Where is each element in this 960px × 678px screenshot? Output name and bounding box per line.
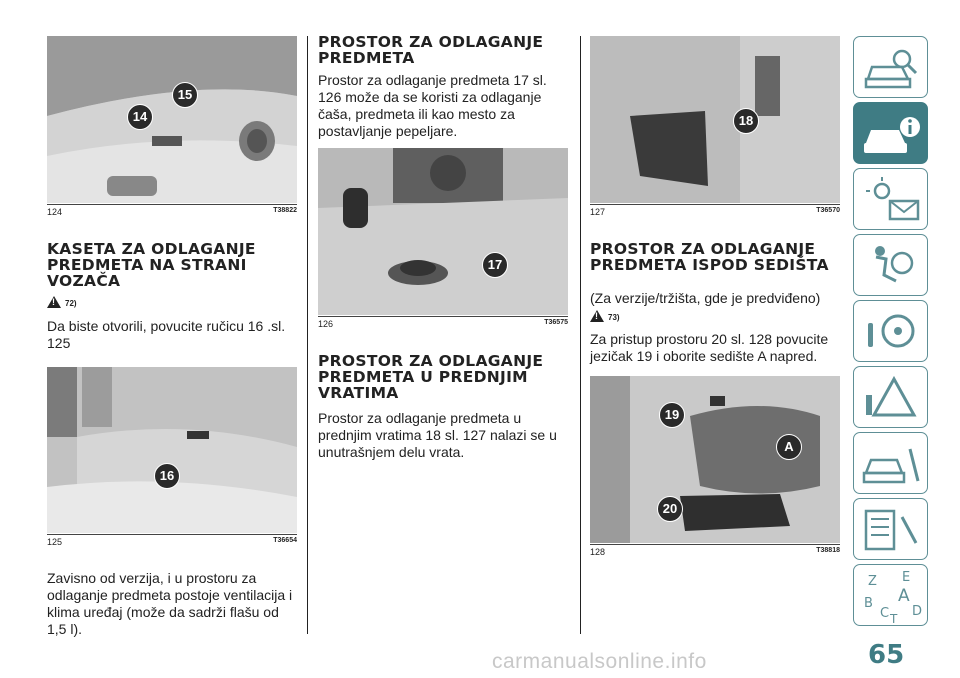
figure-number: 127: [590, 207, 606, 217]
figure-code: T36575: [544, 319, 568, 326]
tab-service[interactable]: [853, 432, 928, 494]
callout-17: 17: [482, 252, 508, 278]
figure-127-caption: [590, 207, 840, 219]
section-title: PROSTOR ZA ODLAGANJE PREDMETA U PREDNJIM VRATIMA: [318, 352, 544, 402]
section-text: Da biste otvorili, povucite ručicu 16 .sl. 125: [47, 318, 286, 351]
callout-15: 15: [172, 82, 198, 108]
tab-steering[interactable]: [853, 300, 928, 362]
car-service-icon: [854, 433, 929, 495]
svg-text:B: B: [864, 596, 873, 611]
section-driver-side-compartment: [47, 241, 302, 289]
figure-number: 124: [47, 207, 63, 217]
tab-warning-lights[interactable]: [853, 168, 928, 230]
warning-reference: !73): [590, 310, 620, 322]
svg-text:Z: Z: [868, 574, 877, 589]
tab-index[interactable]: [853, 564, 928, 626]
tab-airbag[interactable]: [853, 234, 928, 296]
svg-text:D: D: [912, 604, 923, 619]
section-storage-compartment: [318, 34, 573, 66]
tab-car-search[interactable]: [853, 36, 928, 98]
figure-code: T38818: [816, 547, 840, 554]
steering-wheel-icon: [854, 301, 929, 363]
figure-number: 128: [590, 547, 606, 557]
callout-19: 19: [659, 402, 685, 428]
svg-text:A: A: [898, 586, 910, 606]
figure-126-rule: [318, 316, 568, 317]
index-letters-icon: [854, 565, 929, 627]
warning-reference: !72): [47, 296, 77, 308]
figure-125-caption: [47, 537, 297, 549]
callout-18: 18: [733, 108, 759, 134]
figure-code: T36570: [816, 207, 840, 214]
figure-125: [47, 367, 297, 533]
section-title: PROSTOR ZA ODLAGANJE PREDMETA: [318, 33, 544, 67]
svg-text:E: E: [902, 570, 911, 585]
figure-124-caption: [47, 207, 297, 219]
figure-127: [590, 36, 840, 203]
figure-number: 126: [318, 319, 334, 329]
column-divider: [580, 36, 581, 634]
section-under-seat-compartment: [590, 241, 845, 273]
figure-code: T38822: [273, 207, 297, 214]
figure-124: [47, 36, 297, 203]
callout-20: 20: [657, 496, 683, 522]
airbag-icon: [854, 235, 929, 297]
section-title: KASETA ZA ODLAGANJE PREDMETA NA STRANI VOZAČA: [47, 240, 256, 290]
section-title: PROSTOR ZA ODLAGANJE PREDMETA ISPOD SEDIŠTA: [590, 240, 829, 274]
figure-128-caption: [590, 547, 840, 559]
page-number: 65: [868, 640, 905, 670]
tab-emergency[interactable]: [853, 366, 928, 428]
section-door-compartment: [318, 353, 573, 401]
section-text: Prostor za odlaganje predmeta 17 sl. 126 može da se koristi za odlaganje čaša, predmeta ili kao mesto za postavljanje pepeljare.: [318, 72, 547, 139]
watermark: carmanualsonline.info: [492, 650, 707, 673]
warning-triangle-icon: [590, 310, 604, 322]
tab-specifications[interactable]: [853, 498, 928, 560]
figure-126-caption: [318, 319, 568, 331]
specifications-icon: [854, 499, 929, 561]
figure-number: 125: [47, 537, 63, 547]
figure-code: T36654: [273, 537, 297, 544]
emergency-triangle-icon: [854, 367, 929, 429]
callout-a: A: [776, 434, 802, 460]
svg-text:C: C: [880, 606, 890, 621]
figure-128: [590, 376, 840, 543]
callout-14: 14: [127, 104, 153, 130]
figure-126: [318, 148, 568, 315]
column-divider: [307, 36, 308, 634]
callout-16: 16: [154, 463, 180, 489]
figure-124-rule: [47, 204, 297, 205]
section-text: Za pristup prostoru 20 sl. 128 povucite jezičak 19 i oborite sedište A napred.: [590, 331, 829, 364]
paragraph-ventilation: Zavisno od verzija, i u prostoru za odlaganje predmeta postoje ventilacija i klima uređaj (može da sadrži flašu od 1,5 l).: [47, 570, 293, 637]
figure-128-rule: [590, 544, 840, 545]
section-text: Prostor za odlaganje predmeta u prednjim vratima 18 sl. 127 nalazi se u unutrašnjem delu vrata.: [318, 410, 557, 460]
warning-lights-icon: [854, 169, 929, 231]
car-info-icon: [854, 103, 929, 165]
car-search-icon: [854, 37, 929, 99]
figure-127-rule: [590, 204, 840, 205]
svg-text:T: T: [890, 612, 898, 626]
tab-car-info[interactable]: [853, 102, 928, 164]
figure-125-rule: [47, 534, 297, 535]
section-subtitle: (Za verzije/tržišta, gde je predviđeno): [590, 290, 821, 306]
warning-triangle-icon: [47, 296, 61, 308]
